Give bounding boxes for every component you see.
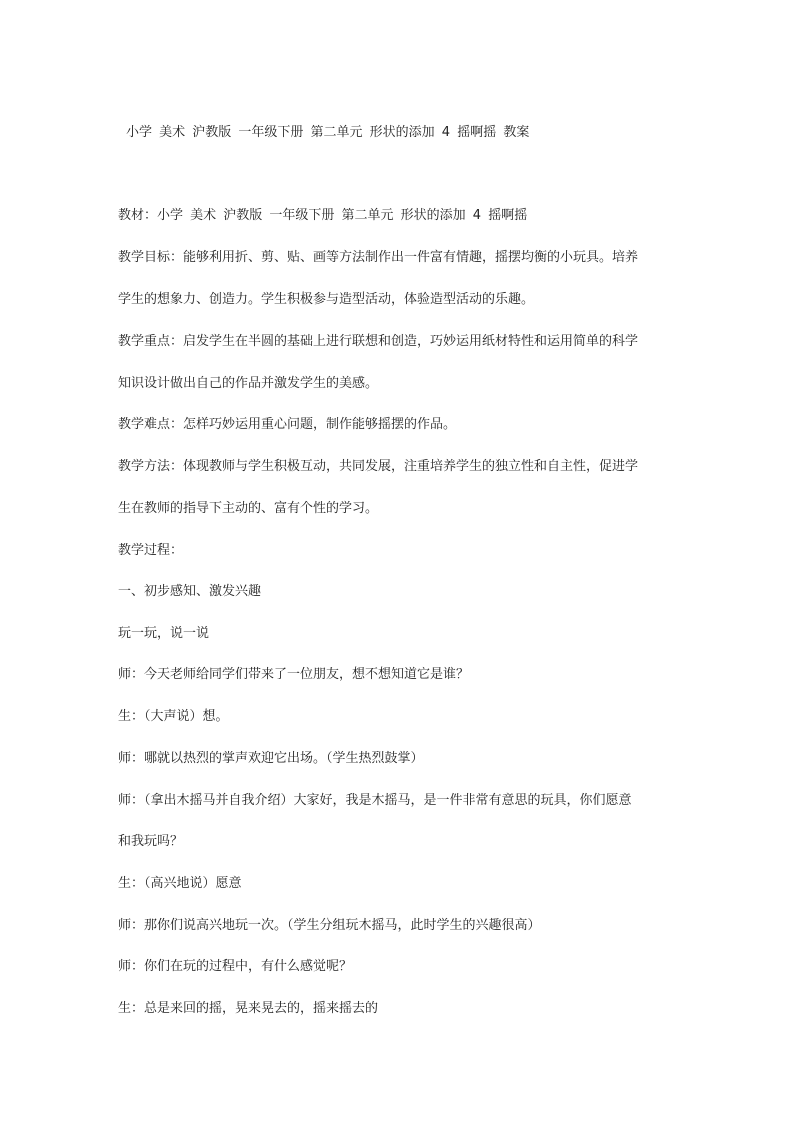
text-line-difficulty: 教学难点：怎样巧妙运用重心问题，制作能够摇摆的作品。 [118, 417, 457, 432]
text-line-dialogue: 生：（高兴地说）愿意 [118, 876, 242, 891]
text-line-dialogue: 师：哪就以热烈的掌声欢迎它出场。（学生热烈鼓掌） [118, 751, 424, 766]
text-line-dialogue: 师：（拿出木摇马并自我介绍）大家好，我是木摇马，是一件非常有意思的玩具，你们愿意 [118, 793, 632, 808]
document-title: 小学 美术 沪教版 一年级下册 第二单元 形状的添加 4 摇啊摇 教案 [126, 125, 530, 140]
text-line-dialogue-cont: 和我玩吗？ [118, 834, 184, 849]
text-line-dialogue: 生：（大声说）想。 [118, 709, 229, 724]
text-line-key-point: 教学重点：启发学生在半圆的基础上进行联想和创造，巧妙运用纸材特性和运用简单的科学 [118, 334, 639, 349]
text-line-dialogue: 师：今天老师给同学们带来了一位朋友，想不想知道它是谁？ [118, 667, 470, 682]
text-line-dialogue: 生：总是来回的摇，晃来晃去的，摇来摇去的 [118, 1001, 379, 1016]
text-line-section-one: 一、初步感知、激发兴趣 [118, 584, 262, 599]
text-line-key-point-cont: 知识设计做出自己的作品并激发学生的美感。 [118, 376, 379, 391]
text-line-method-cont: 生在教师的指导下主动的、富有个性的学习。 [118, 501, 379, 516]
text-line-subheading: 玩一玩，说一说 [118, 626, 210, 641]
text-line-dialogue: 师：你们在玩的过程中，有什么感觉呢？ [118, 959, 353, 974]
text-line-method: 教学方法：体现教师与学生积极互动，共同发展，注重培养学生的独立性和自主性，促进学 [118, 459, 639, 474]
text-line-objective: 教学目标：能够利用折、剪、贴、画等方法制作出一件富有情趣，摇摆均衡的小玩具。培养 [118, 250, 639, 265]
text-line-material: 教材：小学 美术 沪教版 一年级下册 第二单元 形状的添加 4 摇啊摇 [118, 208, 528, 223]
text-line-objective-cont: 学生的想象力、创造力。学生积极参与造型活动，体验造型活动的乐趣。 [118, 292, 535, 307]
text-line-dialogue: 师：那你们说高兴地玩一次。（学生分组玩木摇马，此时学生的兴趣很高） [118, 918, 541, 933]
text-line-process-heading: 教学过程： [118, 543, 184, 558]
